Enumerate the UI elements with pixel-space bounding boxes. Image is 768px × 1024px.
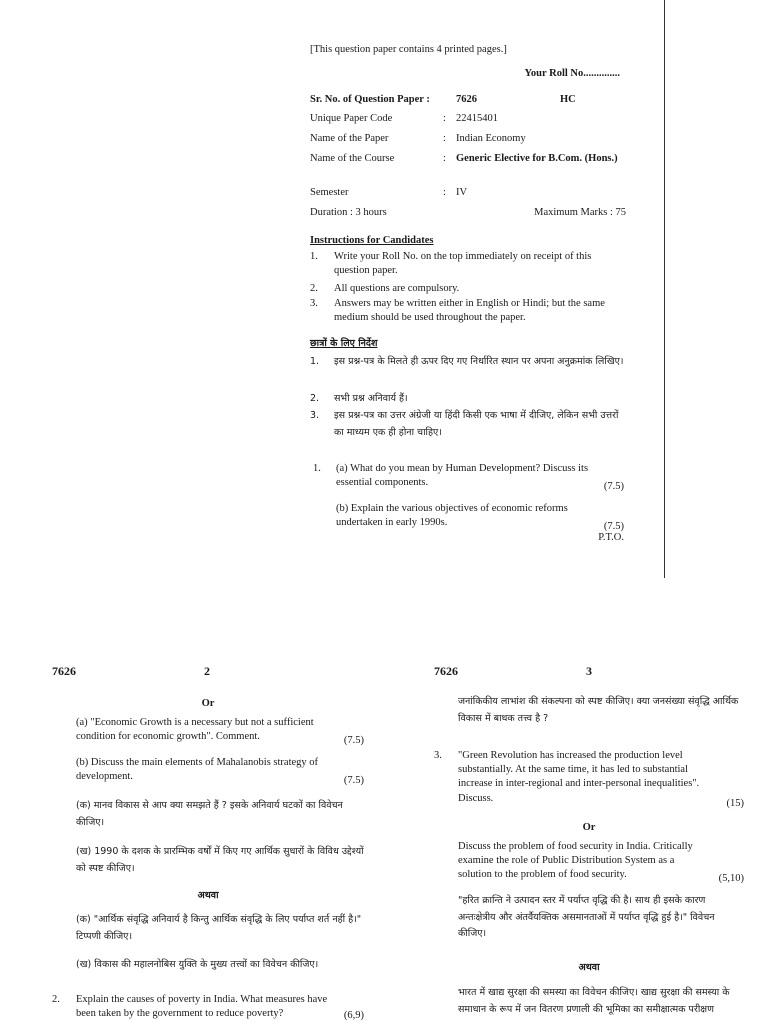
question-2: Explain the causes of poverty in India. What measures have been taken by the government to reduce poverty? (6,9) xyxy=(76,993,364,1023)
page-number: 3 xyxy=(586,664,592,678)
detail-row: Name of the Paper : Indian Economy xyxy=(310,132,626,148)
question-number: 3. xyxy=(434,750,442,761)
detail-value: Indian Economy xyxy=(456,133,526,144)
marks: (15) xyxy=(726,797,744,809)
instruction-item: 2. All questions are compulsory. xyxy=(310,283,460,294)
question-1b: (b) Explain the various objectives of economic reforms undertaken in early 1990s. (7.5) xyxy=(336,502,624,534)
detail-label: Unique Paper Code xyxy=(310,113,393,124)
detail-value: IV xyxy=(456,187,468,198)
athva-separator: अथवा xyxy=(197,890,219,901)
sr-code: HC xyxy=(560,94,576,105)
question-a: (a) "Economic Growth is a necessary but not a sufficient condition for economic growth". Comment. (7.5) xyxy=(76,716,364,748)
question-b: (b) Discuss the main elements of Mahalanobis strategy of development. (7.5) xyxy=(76,756,364,788)
marks: (7.5) xyxy=(343,734,364,746)
detail-label: Semester xyxy=(310,187,349,198)
sr-label: Sr. No. of Question Paper : xyxy=(310,94,430,105)
hindi-instruction-item: 1. इस प्रश्न-पत्र के मिलते ही ऊपर दिए गए निर्धारित स्थान पर अपना अनुक्रमांक लिखिए। xyxy=(310,356,624,367)
hindi-question: (ख) विकास की महालनोबिस युक्ति के मुख्य तत्त्वों का विवेचन कीजिए। xyxy=(76,959,319,970)
printed-pages-note: [This question paper contains 4 printed pages.] xyxy=(310,44,507,55)
hindi-question: (क) मानव विकास से आप क्या समझते हैं ? इसके अनिवार्य घटकों का विवेचन कीजिए। xyxy=(76,800,343,828)
detail-value: 22415401 xyxy=(456,113,498,124)
detail-row: Unique Paper Code : 22415401 xyxy=(310,112,626,128)
detail-value: Generic Elective for B.Com. (Hons.) xyxy=(456,153,618,164)
hindi-question: (ख) 1990 के दशक के प्रारम्भिक वर्षों में किए गए आर्थिक सुधारों के विविध उद्देश्यों को स्पष्ट कीजिए। xyxy=(76,846,364,874)
hindi-question: (क) "आर्थिक संवृद्धि अनिवार्य है किन्तु आर्थिक संवृद्धि के लिए पर्याप्त शर्त नहीं है।" टिप्पणी कीजिए। xyxy=(76,914,362,942)
question-1a: (a) What do you mean by Human Development? Discuss its essential components. (7.5) xyxy=(336,462,624,494)
marks: (5,10) xyxy=(718,872,744,884)
pto-label: P.T.O. xyxy=(598,532,624,543)
hindi-question: भारत में खाद्य सुरक्षा की समस्या का विवेचन कीजिए। खाद्य सुरक्षा की समस्या के समाधान के रूप में जन वितरण प्रणाली की भूमिका का समीक्षात्मक परीक्षण xyxy=(458,987,730,1015)
duration: Duration : 3 hours xyxy=(310,207,387,218)
question-paper-sr-row xyxy=(310,93,626,109)
or-separator: Or xyxy=(582,822,596,833)
athva-separator: अथवा xyxy=(578,962,600,973)
instructions-heading: Instructions for Candidates xyxy=(310,235,434,246)
question-number: 2. xyxy=(52,994,60,1005)
sr-value: 7626 xyxy=(456,94,477,105)
hindi-question: जनांकिकीय लाभांश की संकल्पना को स्पष्ट कीजिए। क्या जनसंख्या संवृद्धि आर्थिक विकास में बाधक तत्त्व है ? xyxy=(458,696,739,724)
marks: (6,9) xyxy=(343,1009,364,1021)
page-border-line xyxy=(664,0,665,578)
hindi-instructions-heading: छात्रों के लिए निर्देश xyxy=(310,338,378,349)
page-number: 2 xyxy=(204,664,210,678)
paper-code: 7626 xyxy=(52,664,76,678)
detail-row: Semester : IV xyxy=(310,186,626,202)
instruction-item: 3. Answers may be written either in English or Hindi; but the same medium should be used throughout the paper. xyxy=(310,298,605,324)
hindi-instruction-item: 3. इस प्रश्न-पत्र का उत्तर अंग्रेजी या हिंदी किसी एक भाषा में दीजिए, लेकिन सभी उत्तरों का माध्यम एक ही होना चाहिए। xyxy=(310,410,619,438)
instruction-item: 1. Write your Roll No. on the top immediately on receipt of this question paper. xyxy=(310,251,592,277)
paper-code: 7626 xyxy=(434,664,458,678)
max-marks: Maximum Marks : 75 xyxy=(534,207,626,218)
detail-label: Name of the Paper xyxy=(310,133,389,144)
question-3-alt: Discuss the problem of food security in India. Critically examine the role of Public Distribution System as a solution to the problem of food security. (5,10) xyxy=(458,840,744,886)
marks: (7.5) xyxy=(603,480,624,492)
roll-no-field: Your Roll No.............. xyxy=(524,68,620,79)
hindi-instruction-item: 2. सभी प्रश्न अनिवार्य हैं। xyxy=(310,393,408,404)
question-3: "Green Revolution has increased the production level substantially. At the same time, it has led to substantial increase in inter-regional and inter-personal inequalities". Discuss. (15) xyxy=(458,749,744,811)
hindi-question: "हरित क्रान्ति ने उत्पादन स्तर में पर्याप्त वृद्धि की है। साथ ही इसके कारण अन्तःक्षेत्रीय और अंतर्वैयक्तिक असमानताओं में पर्याप्त वृद्धि हुई है।" विवेचन कीजिए। xyxy=(458,895,715,940)
or-separator: Or xyxy=(201,698,215,709)
question-number: 1. xyxy=(313,463,321,474)
marks: (7.5) xyxy=(603,520,624,532)
detail-label: Name of the Course xyxy=(310,153,395,164)
marks: (7.5) xyxy=(343,774,364,786)
duration-row xyxy=(310,206,626,222)
detail-row: Name of the Course : Generic Elective for B.Com. (Hons.) xyxy=(310,152,626,182)
